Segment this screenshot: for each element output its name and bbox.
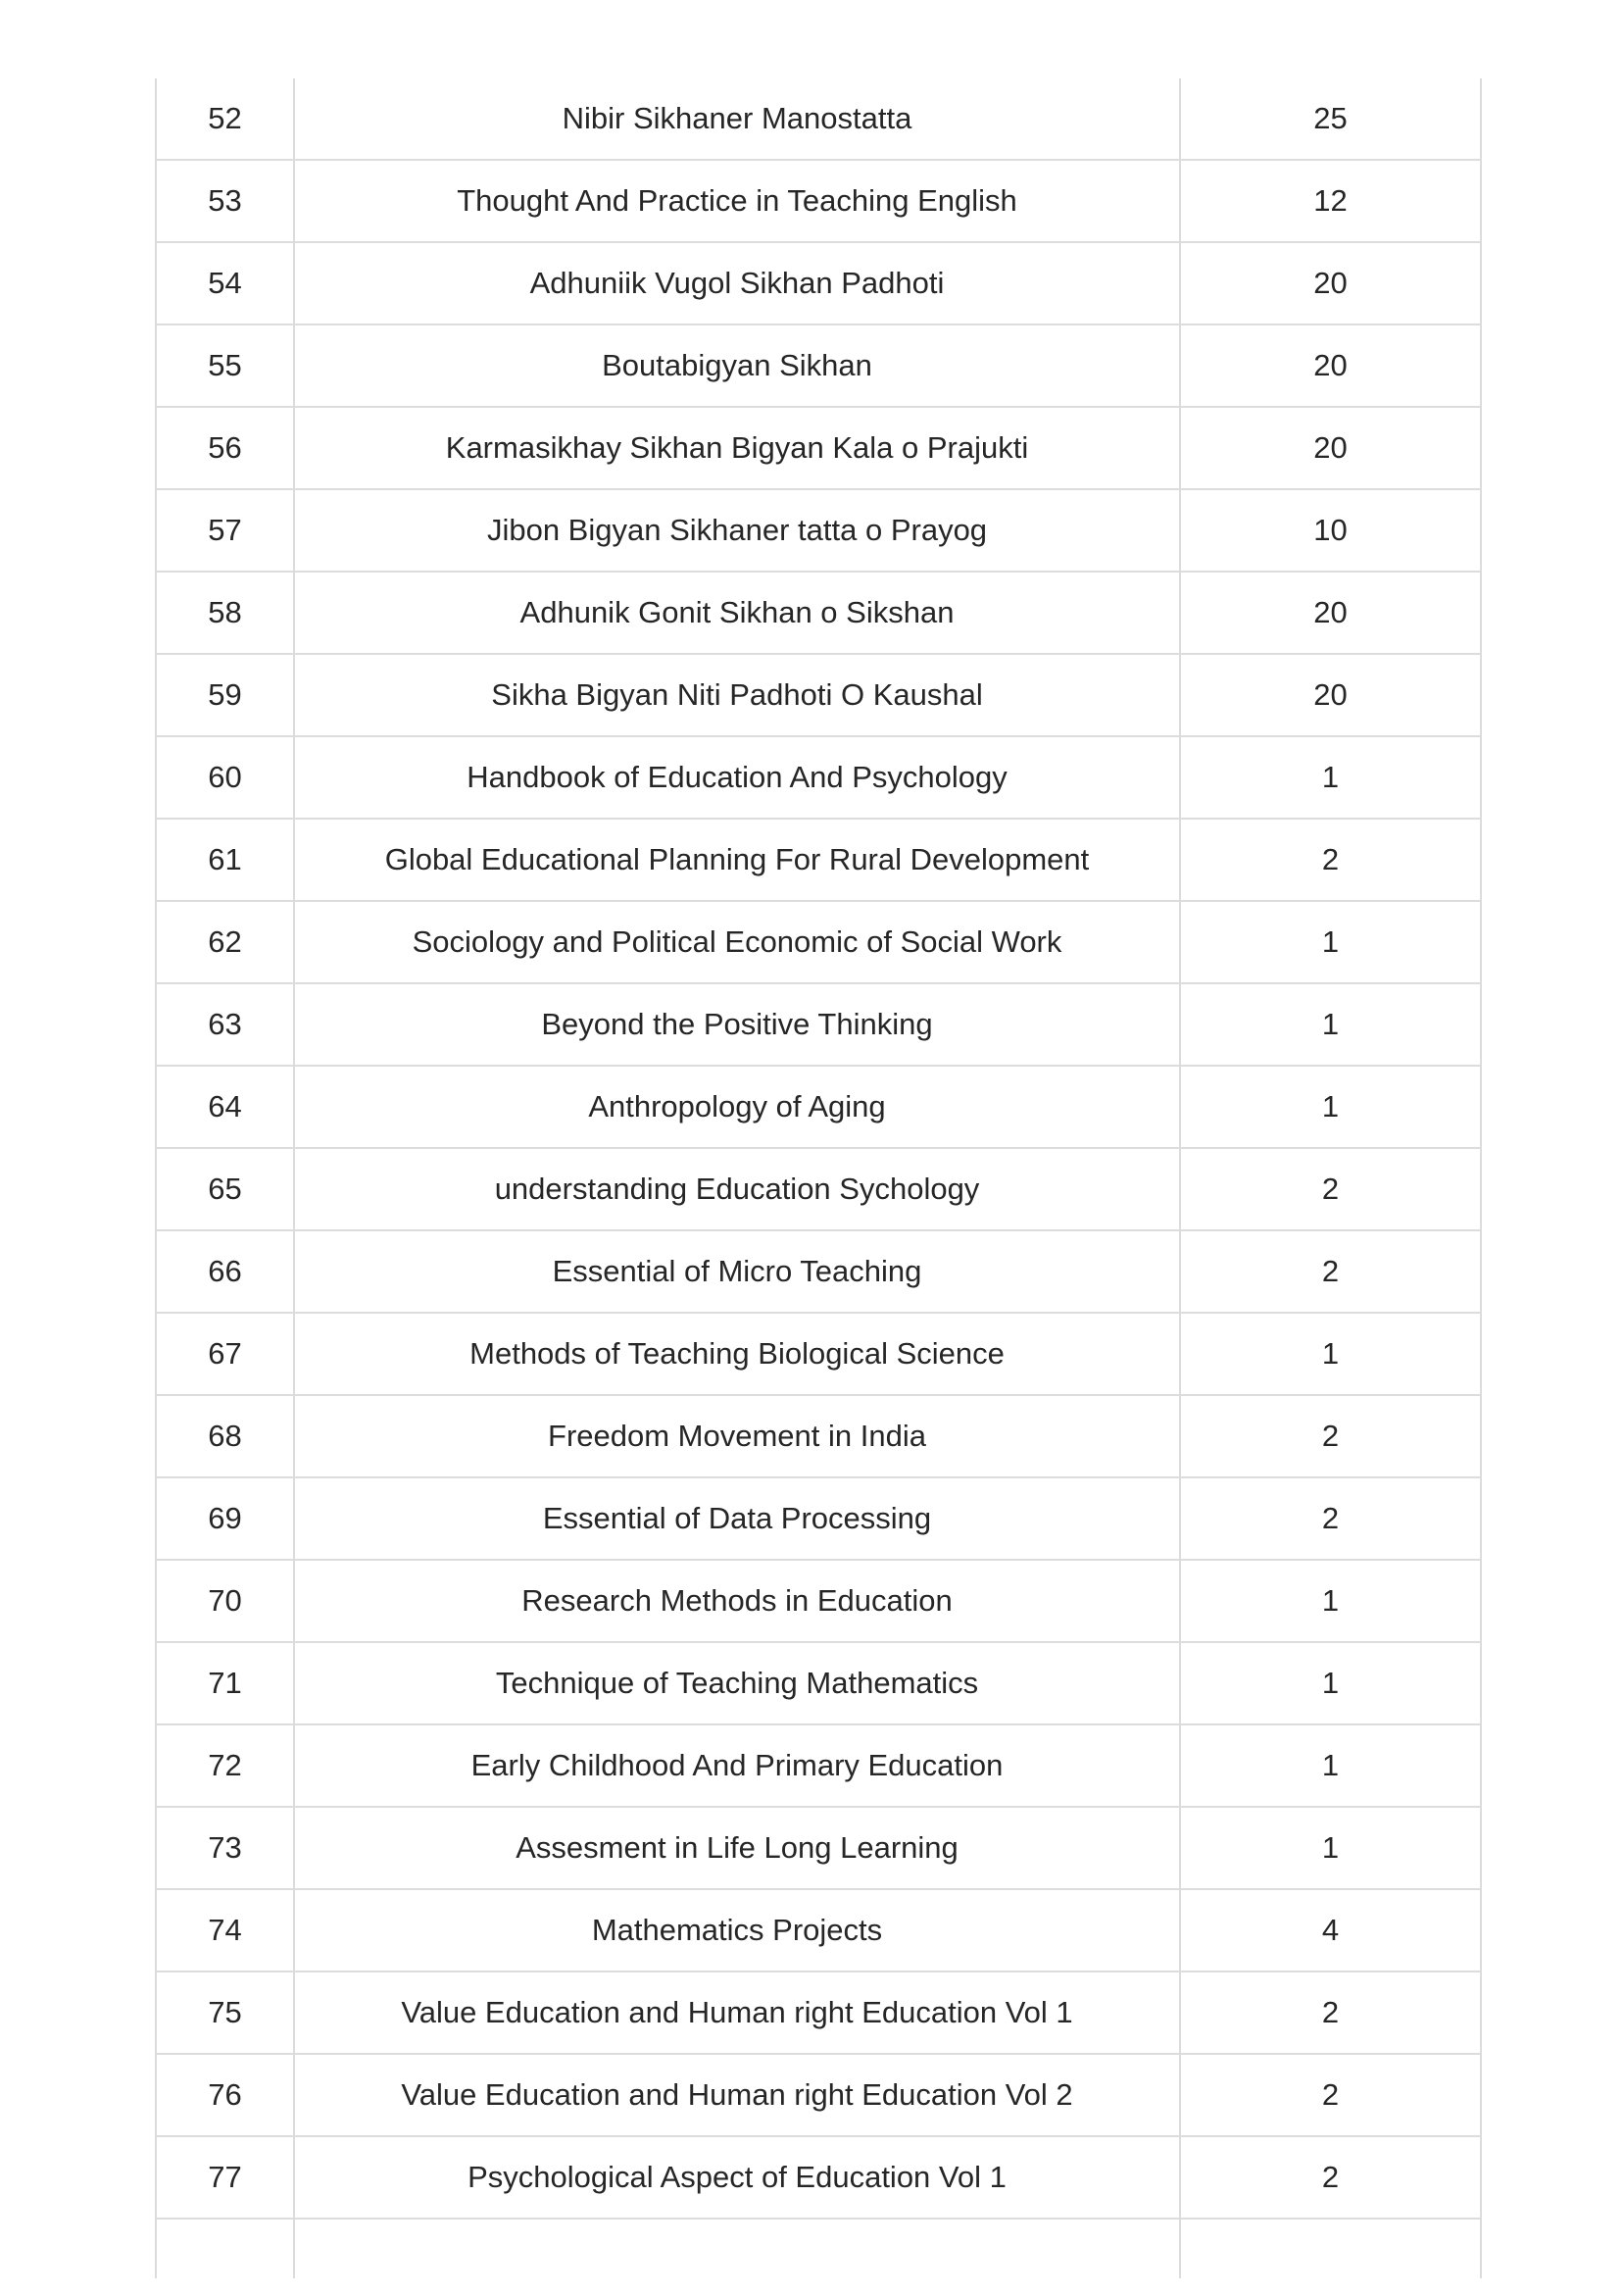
empty-cell	[156, 2219, 294, 2278]
table-row	[156, 654, 1481, 736]
book-title-cell: Karmasikhay Sikhan Bigyan Kala o Prajukti	[294, 407, 1180, 489]
serial-number-cell: 65	[156, 1148, 294, 1230]
serial-number-cell: 58	[156, 572, 294, 654]
book-title-cell: Sociology and Political Economic of Social Work	[294, 901, 1180, 983]
book-list-table-container	[155, 78, 1480, 2278]
book-title-cell: Mathematics Projects	[294, 1889, 1180, 1972]
table-row	[156, 1560, 1481, 1642]
book-title-cell: understanding Education Sychology	[294, 1148, 1180, 1230]
table-row	[156, 572, 1481, 654]
book-title-cell: Handbook of Education And Psychology	[294, 736, 1180, 819]
book-title-cell: Freedom Movement in India	[294, 1395, 1180, 1477]
book-title-cell: Boutabigyan Sikhan	[294, 324, 1180, 407]
quantity-cell: 20	[1180, 242, 1481, 324]
serial-number-cell: 77	[156, 2136, 294, 2219]
book-title-cell: Beyond the Positive Thinking	[294, 983, 1180, 1066]
book-title-cell: Essential of Micro Teaching	[294, 1230, 1180, 1313]
serial-number-cell: 69	[156, 1477, 294, 1560]
table-row	[156, 1807, 1481, 1889]
quantity-cell: 1	[1180, 901, 1481, 983]
quantity-cell: 4	[1180, 1889, 1481, 1972]
book-title-cell: Methods of Teaching Biological Science	[294, 1313, 1180, 1395]
serial-number-cell: 74	[156, 1889, 294, 1972]
book-title-cell: Essential of Data Processing	[294, 1477, 1180, 1560]
quantity-cell: 2	[1180, 1148, 1481, 1230]
serial-number-cell: 66	[156, 1230, 294, 1313]
serial-number-cell: 76	[156, 2054, 294, 2136]
empty-cell	[1180, 2219, 1481, 2278]
table-row	[156, 78, 1481, 160]
table-row	[156, 819, 1481, 901]
book-title-cell: Assesment in Life Long Learning	[294, 1807, 1180, 1889]
book-title-cell: Thought And Practice in Teaching English	[294, 160, 1180, 242]
serial-number-cell: 75	[156, 1972, 294, 2054]
quantity-cell: 20	[1180, 572, 1481, 654]
quantity-cell: 2	[1180, 1972, 1481, 2054]
serial-number-cell: 55	[156, 324, 294, 407]
table-row	[156, 160, 1481, 242]
quantity-cell: 2	[1180, 819, 1481, 901]
table-row	[156, 901, 1481, 983]
book-list-table	[155, 78, 1482, 2278]
serial-number-cell: 53	[156, 160, 294, 242]
book-title-cell: Research Methods in Education	[294, 1560, 1180, 1642]
quantity-cell: 1	[1180, 1313, 1481, 1395]
quantity-cell: 1	[1180, 736, 1481, 819]
serial-number-cell: 64	[156, 1066, 294, 1148]
quantity-cell: 10	[1180, 489, 1481, 572]
table-row	[156, 407, 1481, 489]
serial-number-cell: 73	[156, 1807, 294, 1889]
table-row	[156, 1724, 1481, 1807]
serial-number-cell: 61	[156, 819, 294, 901]
book-title-cell: Value Education and Human right Education Vol 1	[294, 1972, 1180, 2054]
table-row	[156, 1477, 1481, 1560]
book-title-cell: Psychological Aspect of Education Vol 1	[294, 2136, 1180, 2219]
table-row	[156, 1972, 1481, 2054]
table-row	[156, 1313, 1481, 1395]
book-title-cell: Adhuniik Vugol Sikhan Padhoti	[294, 242, 1180, 324]
table-row	[156, 1395, 1481, 1477]
quantity-cell: 2	[1180, 2054, 1481, 2136]
book-title-cell: Jibon Bigyan Sikhaner tatta o Prayog	[294, 489, 1180, 572]
quantity-cell: 1	[1180, 1560, 1481, 1642]
quantity-cell: 2	[1180, 1395, 1481, 1477]
serial-number-cell: 54	[156, 242, 294, 324]
book-title-cell: Anthropology of Aging	[294, 1066, 1180, 1148]
quantity-cell: 20	[1180, 324, 1481, 407]
book-title-cell: Adhunik Gonit Sikhan o Sikshan	[294, 572, 1180, 654]
serial-number-cell: 63	[156, 983, 294, 1066]
table-row	[156, 489, 1481, 572]
empty-cell	[294, 2219, 1180, 2278]
quantity-cell: 20	[1180, 654, 1481, 736]
serial-number-cell: 68	[156, 1395, 294, 1477]
serial-number-cell: 70	[156, 1560, 294, 1642]
serial-number-cell: 59	[156, 654, 294, 736]
quantity-cell: 2	[1180, 1477, 1481, 1560]
serial-number-cell: 62	[156, 901, 294, 983]
quantity-cell: 1	[1180, 1724, 1481, 1807]
empty-table-row	[156, 2219, 1481, 2278]
serial-number-cell: 60	[156, 736, 294, 819]
table-row	[156, 983, 1481, 1066]
table-row	[156, 1889, 1481, 1972]
table-row	[156, 1066, 1481, 1148]
book-title-cell: Sikha Bigyan Niti Padhoti O Kaushal	[294, 654, 1180, 736]
book-title-cell: Global Educational Planning For Rural Development	[294, 819, 1180, 901]
quantity-cell: 2	[1180, 1230, 1481, 1313]
quantity-cell: 2	[1180, 2136, 1481, 2219]
book-title-cell: Value Education and Human right Education Vol 2	[294, 2054, 1180, 2136]
table-row	[156, 242, 1481, 324]
table-row	[156, 2054, 1481, 2136]
table-row	[156, 736, 1481, 819]
quantity-cell: 1	[1180, 983, 1481, 1066]
quantity-cell: 20	[1180, 407, 1481, 489]
book-title-cell: Nibir Sikhaner Manostatta	[294, 78, 1180, 160]
quantity-cell: 25	[1180, 78, 1481, 160]
book-title-cell: Technique of Teaching Mathematics	[294, 1642, 1180, 1724]
serial-number-cell: 71	[156, 1642, 294, 1724]
serial-number-cell: 67	[156, 1313, 294, 1395]
table-row	[156, 1148, 1481, 1230]
serial-number-cell: 72	[156, 1724, 294, 1807]
table-row	[156, 1642, 1481, 1724]
quantity-cell: 1	[1180, 1807, 1481, 1889]
book-title-cell: Early Childhood And Primary Education	[294, 1724, 1180, 1807]
table-row	[156, 324, 1481, 407]
serial-number-cell: 57	[156, 489, 294, 572]
table-row	[156, 1230, 1481, 1313]
quantity-cell: 1	[1180, 1066, 1481, 1148]
table-body	[156, 78, 1481, 2278]
serial-number-cell: 56	[156, 407, 294, 489]
quantity-cell: 1	[1180, 1642, 1481, 1724]
quantity-cell: 12	[1180, 160, 1481, 242]
serial-number-cell: 52	[156, 78, 294, 160]
table-row	[156, 2136, 1481, 2219]
